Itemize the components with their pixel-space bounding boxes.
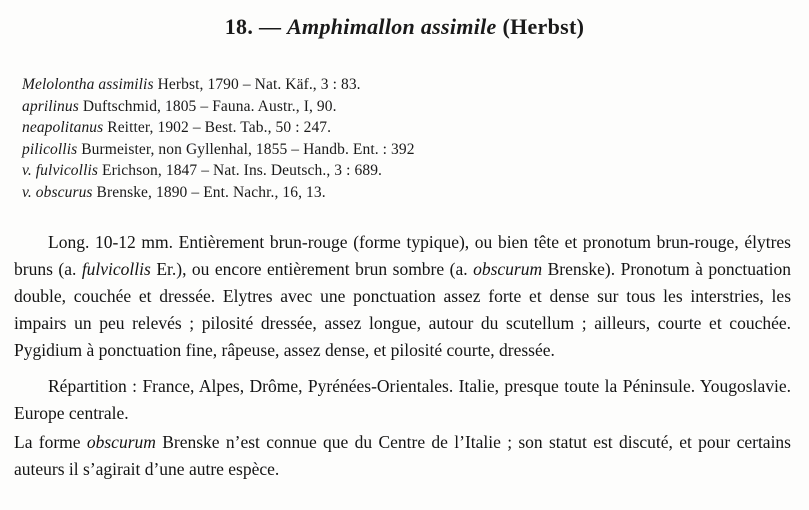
synonymy-list bbox=[22, 74, 809, 203]
title-dash: — bbox=[258, 14, 282, 39]
species-name: Amphimallon assimile bbox=[287, 14, 497, 39]
note-paragraph bbox=[14, 429, 791, 483]
synonymy-entry bbox=[22, 96, 809, 118]
description-italic-obscurum: obscurum bbox=[473, 259, 543, 279]
note-part-1: La forme bbox=[14, 432, 87, 452]
page-title bbox=[0, 14, 809, 40]
synonymy-name: neapolitanus bbox=[22, 119, 104, 136]
synonymy-reference: Reitter, 1902 – Best. Tab., 50 : 247. bbox=[107, 119, 332, 136]
synonymy-name: v. fulvicollis bbox=[22, 162, 99, 179]
body-text bbox=[14, 229, 791, 483]
note-italic-obscurum: obscurum bbox=[86, 432, 156, 452]
synonymy-reference: Brenske, 1890 – Ent. Nachr., 16, 13. bbox=[96, 183, 326, 201]
synonymy-entry bbox=[22, 74, 809, 96]
description-part-1: Long. 10-12 mm. Entièrement brun-rouge (forme typique), ou bien tête et pronotum brun-rouge, élytres bruns (a. bbox=[14, 232, 791, 279]
species-author: (Herbst) bbox=[502, 14, 585, 39]
synonymy-reference: Duftschmid, 1805 – Fauna. Austr., I, 90. bbox=[82, 97, 337, 115]
distribution-paragraph: Répartition : France, Alpes, Drôme, Pyrénées-Orientales. Italie, presque toute la Péninsule. Yougoslavie. Europe centrale. bbox=[14, 376, 791, 423]
synonymy-entry bbox=[22, 182, 809, 204]
synonymy-entry bbox=[22, 117, 809, 139]
entry-number: 18. bbox=[224, 14, 254, 39]
synonymy-name: v. obscurus bbox=[22, 183, 93, 201]
note-part-2: Brenske n’est connue que du Centre de l’Italie ; son statut est discuté, et pour certains auteurs il s’agirait d’une autre espèce. bbox=[14, 432, 791, 479]
synonymy-name: Melolontha assimilis bbox=[22, 76, 154, 93]
description-part-3: Brenske). Pronotum à ponctuation double, couchée et dressée. Elytres avec une ponctuation assez forte et dense sur tous les interstries, les impairs un peu relevés ; pilosité dressée, assez longue, autour du scutellum ; ailleurs, courte et couchée. Pygidium à ponctuation fine, râpeuse, assez dense, et pilosité courte, dressée. bbox=[14, 259, 791, 360]
synonymy-name: pilicollis bbox=[22, 140, 78, 158]
synonymy-reference: Erichson, 1847 – Nat. Ins. Deutsch., 3 : 689. bbox=[102, 162, 383, 179]
synonymy-name: aprilinus bbox=[22, 97, 79, 115]
description-part-2: Er.), ou encore entièrement brun sombre (a. bbox=[150, 259, 474, 279]
synonymy-reference: Burmeister, non Gyllenhal, 1855 – Handb. Ent. : 392 bbox=[81, 140, 415, 158]
description-italic-fulvicollis: fulvicollis bbox=[81, 259, 151, 279]
description-paragraph bbox=[14, 229, 791, 364]
synonymy-reference: Herbst, 1790 – Nat. Käf., 3 : 83. bbox=[157, 76, 361, 93]
synonymy-entry bbox=[22, 139, 809, 161]
synonymy-entry bbox=[22, 160, 809, 182]
